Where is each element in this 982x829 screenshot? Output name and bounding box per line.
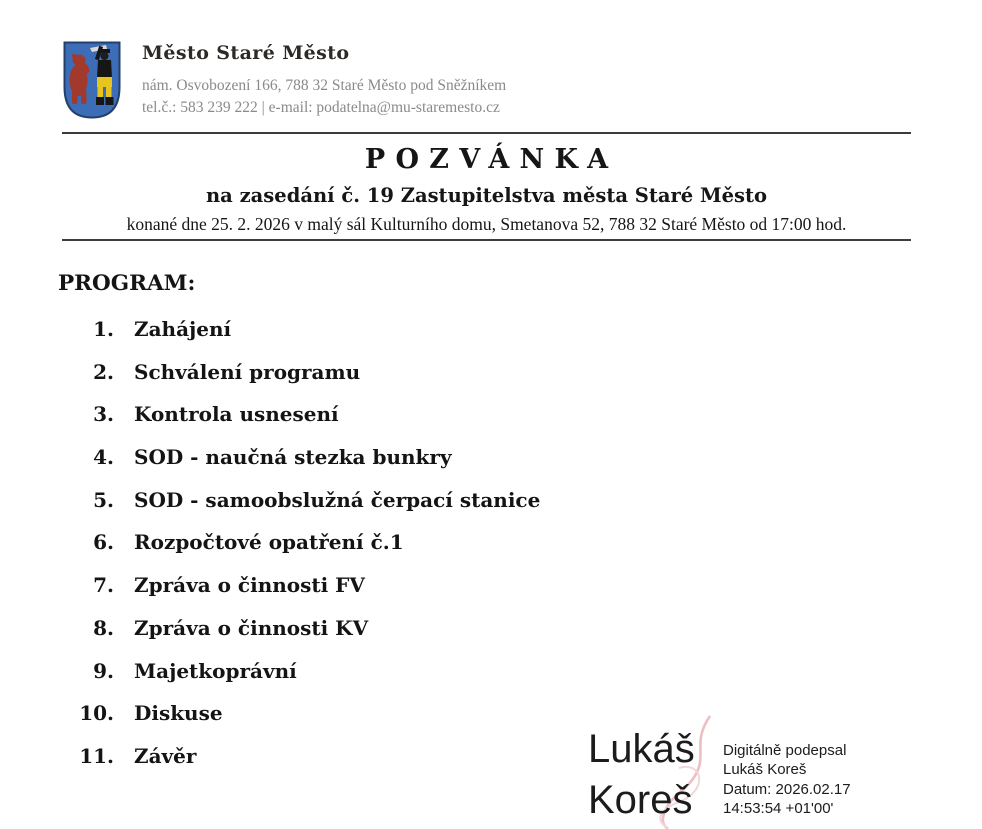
- program-item: [62, 658, 540, 701]
- item-number: 4.: [93, 445, 114, 470]
- signature-detail-line: Digitálně podepsal: [723, 742, 847, 759]
- item-label: Rozpočtové opatření č.1: [134, 530, 404, 555]
- signature-name-line1: Lukáš: [588, 727, 695, 771]
- signature-details: [723, 741, 851, 819]
- invitation-subtitle: na zasedání č. 19 Zastupitelstva města Staré Město: [206, 184, 767, 207]
- program-item: [62, 529, 540, 572]
- program-item: [62, 359, 540, 402]
- signature-detail-line: Datum: 2026.02.17: [723, 780, 851, 798]
- address-block: [142, 75, 506, 119]
- signature-name-line2: Koreš: [588, 778, 693, 822]
- program-item: [62, 487, 540, 530]
- coat-of-arms-icon: [62, 40, 122, 120]
- invitation-details: konané dne 25. 2. 2026 v malý sál Kulturního domu, Smetanova 52, 788 32 Staré Město od 17:00 hod.: [126, 214, 847, 234]
- letterhead-text: [142, 40, 506, 120]
- item-label: Závěr: [134, 743, 197, 768]
- municipality-name: Město Staré Město: [142, 42, 350, 64]
- item-number: 7.: [93, 573, 114, 598]
- item-label: Diskuse: [134, 701, 223, 726]
- item-label: SOD - samoobslužná čerpací stanice: [134, 487, 541, 512]
- address-line: nám. Osvobození 166, 788 32 Staré Město pod Sněžníkem: [142, 77, 507, 94]
- signature-name: [588, 724, 695, 826]
- item-label: Zpráva o činnosti KV: [134, 615, 369, 640]
- signature-detail-line: 14:53:54 +01'00': [723, 800, 834, 818]
- item-label: SOD - naučná stezka bunkry: [134, 445, 452, 470]
- horizontal-rule-top: [62, 132, 911, 134]
- item-label: Kontrola usnesení: [134, 402, 339, 427]
- item-label: Majetkoprávní: [134, 658, 297, 683]
- item-number: 2.: [93, 359, 114, 384]
- signature-detail-line: Lukáš Koreš: [723, 761, 807, 779]
- item-number: 8.: [93, 615, 114, 640]
- item-label: Zahájení: [134, 317, 232, 341]
- item-number: 11.: [79, 743, 114, 768]
- item-number: 9.: [93, 658, 114, 683]
- program-item: [62, 316, 540, 359]
- item-number: 5.: [93, 487, 114, 512]
- item-number: 1.: [93, 317, 114, 341]
- program-item: [62, 401, 540, 444]
- program-item: [62, 615, 540, 658]
- horizontal-rule-mid: [62, 239, 911, 241]
- item-label: Schválení programu: [134, 359, 361, 384]
- program-list: [62, 316, 540, 786]
- contact-line: tel.č.: 583 239 222 | e-mail: podatelna@mu-staremesto.cz: [142, 99, 500, 116]
- item-label: Zpráva o činnosti FV: [134, 573, 365, 598]
- invitation-title: POZVÁNKA: [364, 144, 619, 175]
- item-number: 6.: [93, 530, 114, 555]
- letterhead: [62, 40, 506, 120]
- program-item: [62, 743, 540, 786]
- item-number: 10.: [79, 701, 114, 726]
- program-item: [62, 444, 540, 487]
- program-item: [62, 700, 540, 743]
- invitation-block: [62, 138, 911, 235]
- program-heading: PROGRAM:: [58, 271, 196, 296]
- item-number: 3.: [93, 402, 114, 427]
- program-item: [62, 572, 540, 615]
